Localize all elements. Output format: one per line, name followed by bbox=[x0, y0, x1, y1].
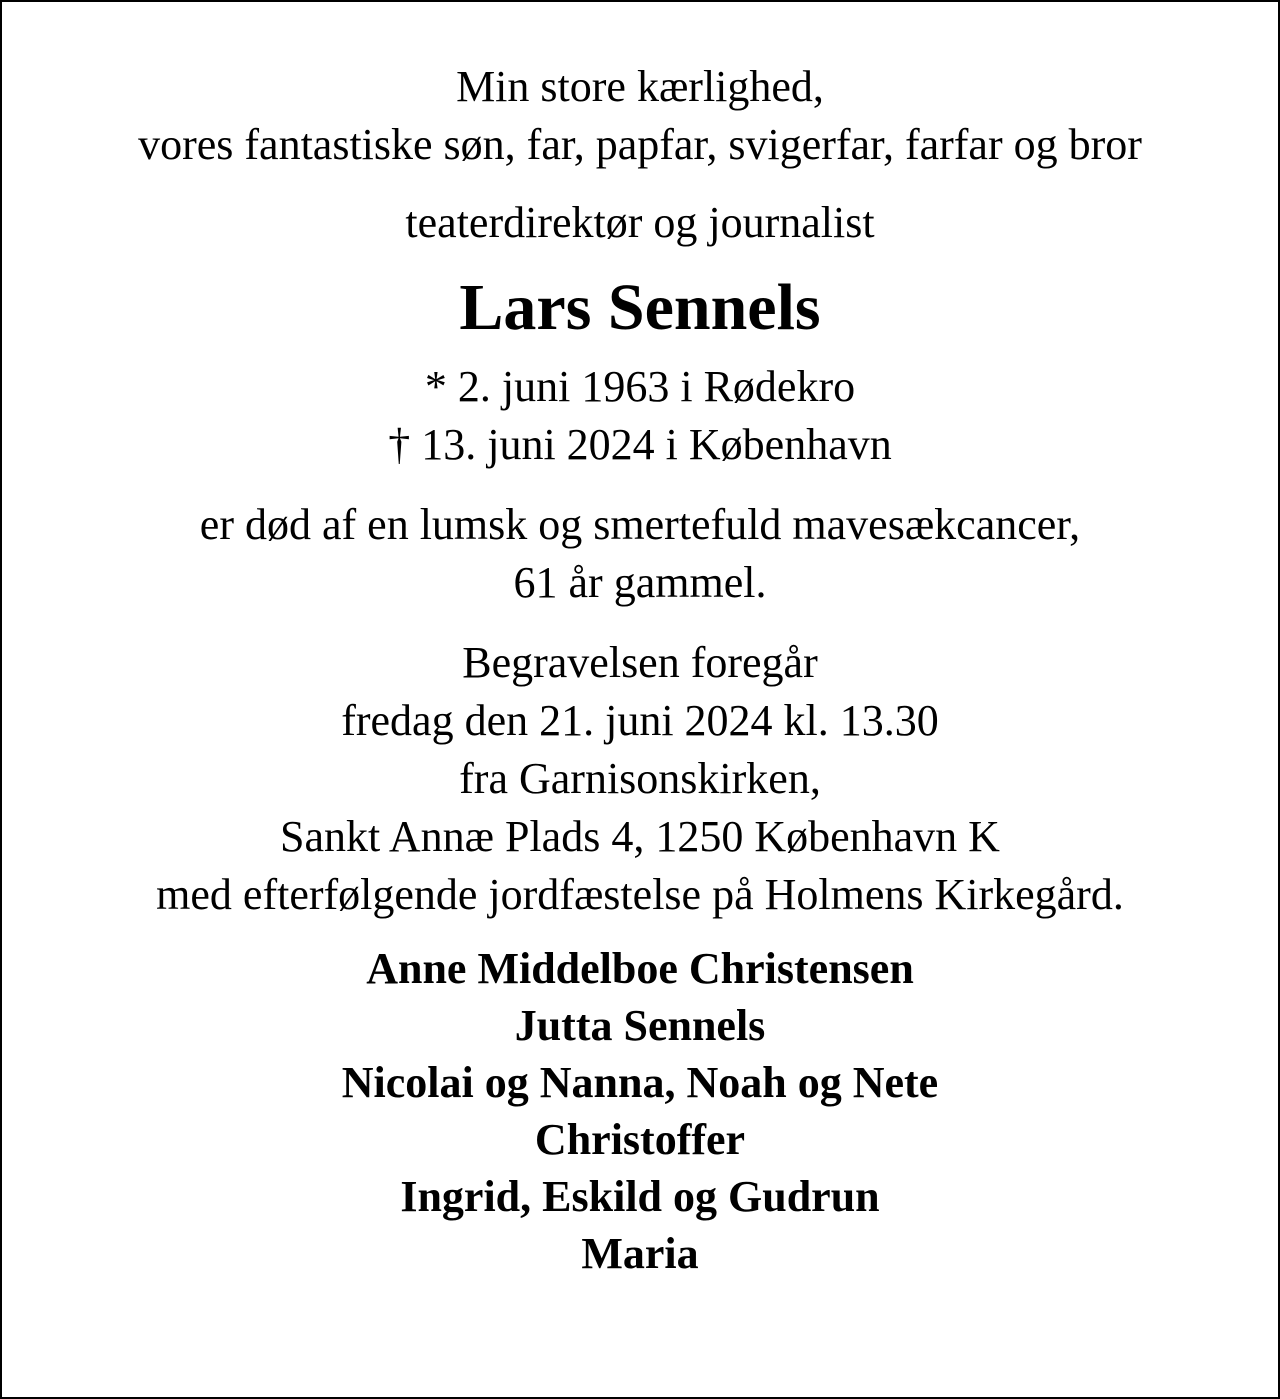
death-date: † 13. juni 2024 i København bbox=[388, 420, 892, 469]
funeral-line-1: Begravelsen foregår bbox=[462, 638, 818, 687]
occupation-block bbox=[0, 194, 1280, 252]
mourners-block bbox=[0, 940, 1280, 1282]
funeral-line-4: Sankt Annæ Plads 4, 1250 København K bbox=[280, 812, 1000, 861]
intro-line-1: Min store kærlighed, bbox=[456, 62, 824, 111]
deceased-name: Lars Sennels bbox=[459, 271, 821, 344]
dates-block bbox=[0, 358, 1280, 474]
birth-date: * 2. juni 1963 i Rødekro bbox=[424, 362, 856, 411]
obituary-notice bbox=[0, 58, 1280, 1282]
funeral-line-3: fra Garnisonskirken, bbox=[459, 754, 821, 803]
funeral-line-2: fredag den 21. juni 2024 kl. 13.30 bbox=[341, 696, 939, 745]
mourner: Christoffer bbox=[534, 1115, 746, 1164]
mourner: Ingrid, Eskild og Gudrun bbox=[400, 1172, 880, 1221]
mourner: Nicolai og Nanna, Noah og Nete bbox=[341, 1058, 939, 1107]
intro-line-2: vores fantastiske søn, far, papfar, svigerfar, farfar og bror bbox=[138, 120, 1142, 169]
cause-block bbox=[0, 496, 1280, 612]
mourner: Jutta Sennels bbox=[514, 1001, 766, 1050]
cause-line-1: er død af en lumsk og smertefuld mavesækcancer, bbox=[199, 500, 1081, 549]
mourner: Anne Middelboe Christensen bbox=[366, 944, 914, 993]
funeral-line-5: med efterfølgende jordfæstelse på Holmens Kirkegård. bbox=[156, 870, 1124, 919]
funeral-block bbox=[0, 634, 1280, 924]
intro-block bbox=[0, 58, 1280, 174]
cause-line-2: 61 år gammel. bbox=[513, 558, 767, 607]
name-block bbox=[0, 268, 1280, 348]
mourner: Maria bbox=[581, 1229, 699, 1278]
occupation: teaterdirektør og journalist bbox=[405, 198, 875, 247]
